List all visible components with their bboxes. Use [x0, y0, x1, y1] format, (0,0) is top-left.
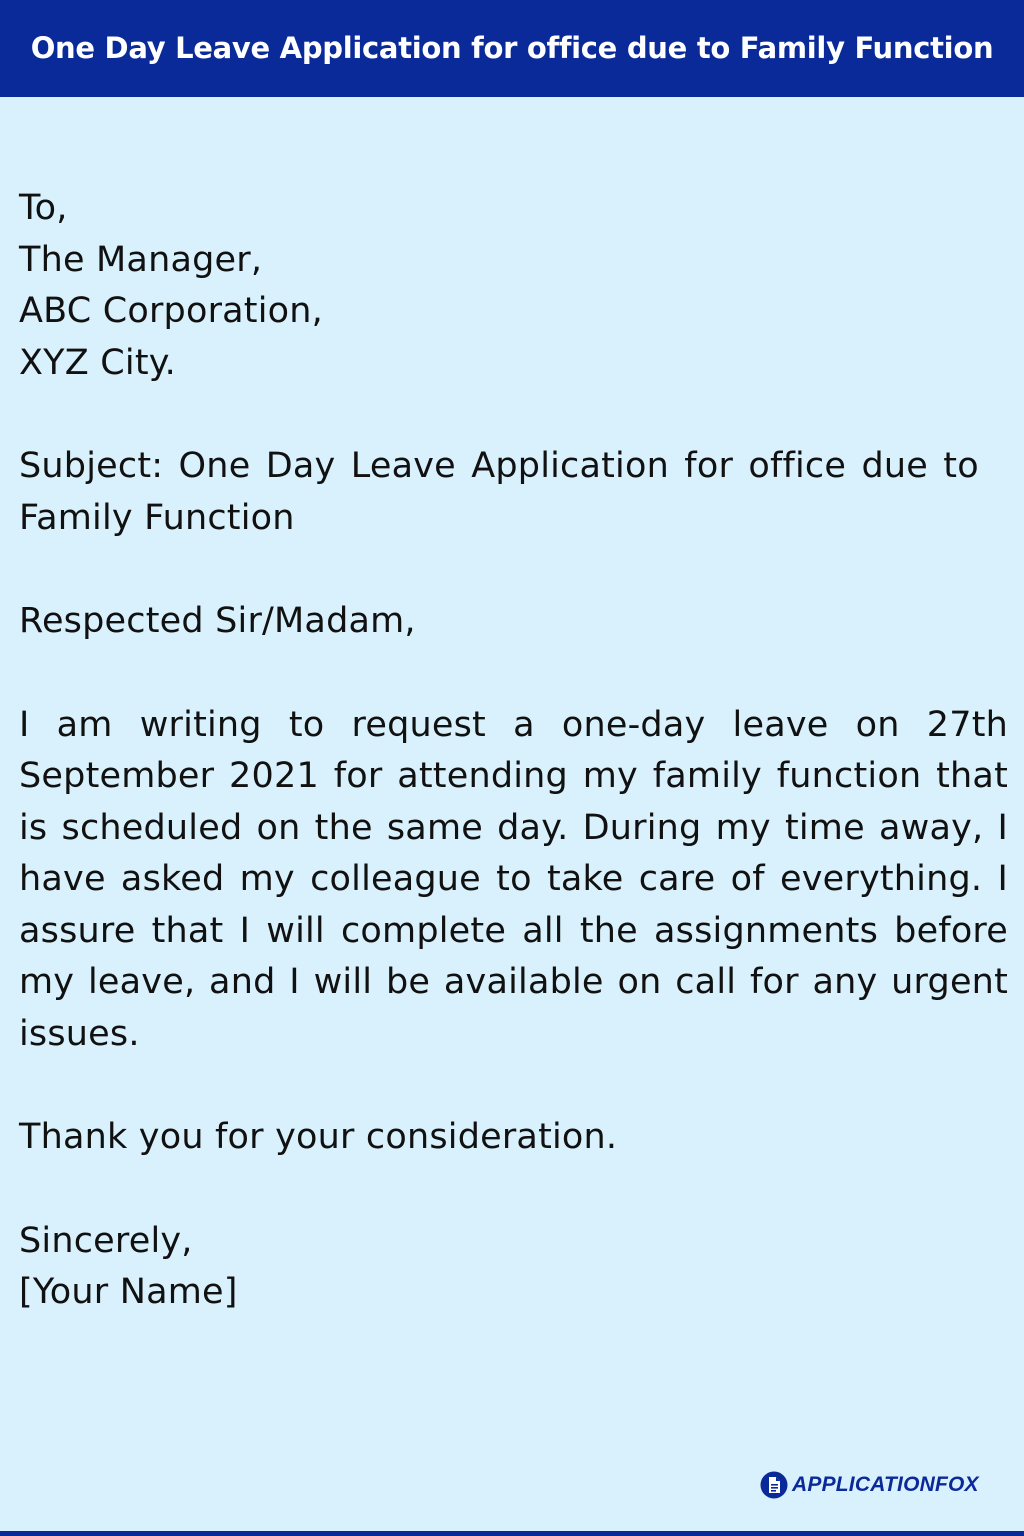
- signature-name: [Your Name]: [19, 1272, 238, 1312]
- recipient-line: XYZ City.: [19, 342, 176, 383]
- subject-line: Family Function: [19, 497, 295, 538]
- body-paragraph: I am writing to request a one-day leave on 27th September 2021 for attending my family function that is scheduled on the same day. During my time away, I have asked my colleague to take care of everything. I assure that I will complete all the assignments before my leave, and I will be available on call for any urgent issues.: [19, 704, 1008, 1054]
- header-banner: [0, 0, 1024, 97]
- letter-body: [19, 183, 1008, 1319]
- subject-line: Subject: One Day Leave Application for office due to: [19, 446, 979, 486]
- footer-bar: [0, 1531, 1024, 1536]
- page-title: One Day Leave Application for office due to Family Function: [30, 30, 994, 65]
- brand-logo: [760, 1470, 979, 1500]
- recipient-line: To,: [19, 188, 68, 228]
- recipient-line: ABC Corporation,: [19, 291, 323, 331]
- recipient-line: The Manager,: [19, 239, 263, 280]
- thanks-line: Thank you for your consideration.: [19, 1117, 618, 1157]
- salutation: Respected Sir/Madam,: [19, 601, 416, 641]
- closing: Sincerely,: [19, 1220, 193, 1261]
- brand-name: APPLICATIONFOX: [792, 1473, 979, 1496]
- document-circle-icon: [760, 1471, 788, 1499]
- recipient-block: [19, 183, 1008, 389]
- subject: [19, 441, 1008, 544]
